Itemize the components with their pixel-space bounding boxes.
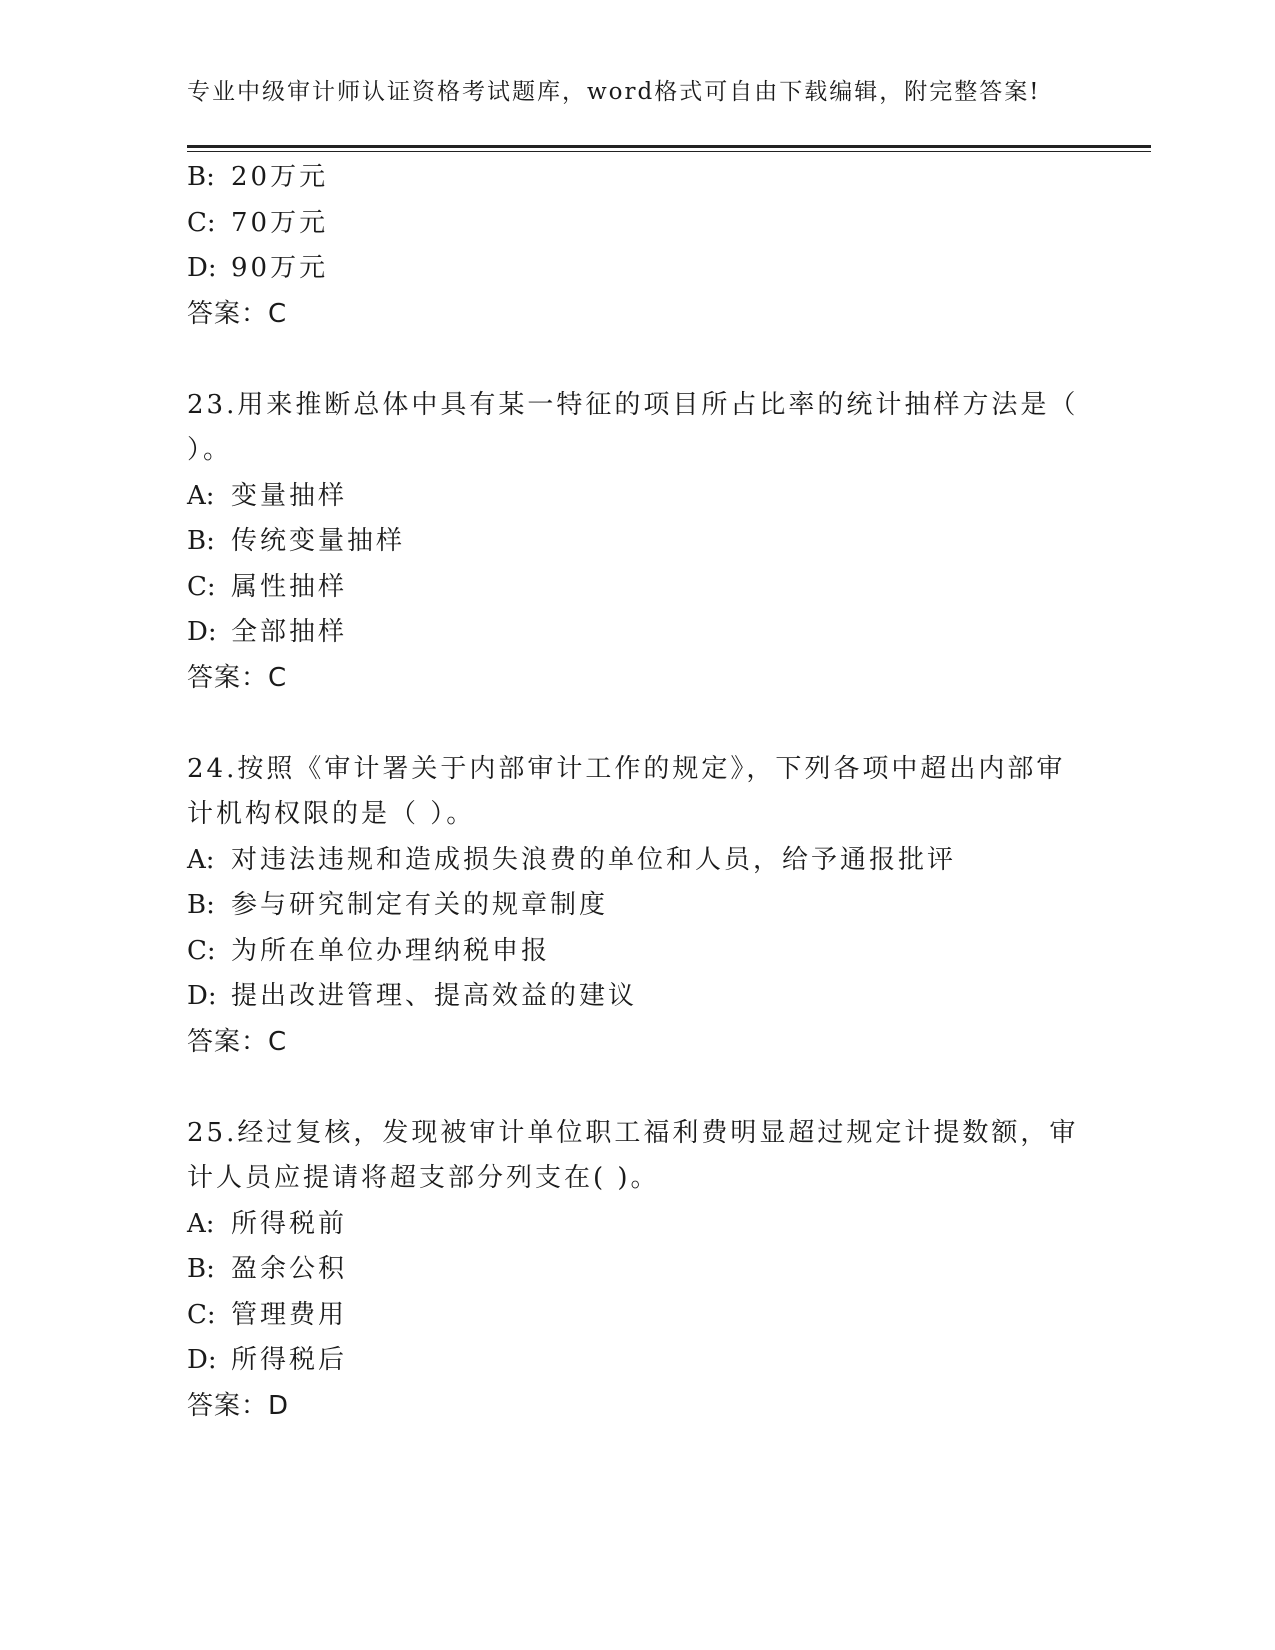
option-item: [187, 1338, 1147, 1384]
header-divider-thin: [187, 151, 1151, 152]
header-divider-thick: [187, 145, 1151, 148]
option-label: B:: [187, 1254, 215, 1284]
option-text: 提出改进管理、提高效益的建议: [231, 981, 638, 1011]
question-carryover: [187, 155, 1147, 337]
option-text: 传统变量抽样: [231, 526, 406, 556]
option-label: D:: [187, 981, 217, 1011]
option-label: D:: [187, 617, 217, 647]
option-item: [187, 838, 1147, 884]
option-item: [187, 474, 1147, 520]
option-label: D:: [187, 253, 217, 283]
page-header-title: 专业中级审计师认证资格考试题库，word格式可自由下载编辑，附完整答案!: [187, 79, 1041, 105]
option-item: [187, 565, 1147, 611]
answer-line: 答案：C: [187, 662, 288, 693]
question-stem-line: 24.按照《审计署关于内部审计工作的规定》，下列各项中超出内部审: [187, 753, 1066, 784]
option-text: 70万元: [231, 207, 329, 238]
option-label: B:: [187, 890, 215, 920]
option-text: 管理费用: [231, 1299, 348, 1330]
option-label: A:: [187, 480, 215, 511]
option-label: B:: [187, 162, 215, 192]
option-item: [187, 974, 1147, 1020]
option-label: A:: [187, 844, 215, 875]
question-block: [187, 1111, 1147, 1430]
option-text: 为所在单位办理纳税申报: [231, 935, 551, 966]
option-text: 变量抽样: [231, 480, 348, 511]
option-label: C:: [187, 207, 216, 238]
option-item: [187, 155, 1147, 201]
option-text: 所得税前: [231, 1208, 348, 1239]
option-item: [187, 201, 1147, 247]
answer-line: 答案：D: [187, 1390, 290, 1421]
question-stem-line: 25.经过复核，发现被审计单位职工福利费明显超过规定计提数额，审: [187, 1117, 1079, 1148]
option-label: A:: [187, 1208, 215, 1239]
question-stem-line: ）。: [187, 435, 233, 465]
option-item: [187, 1202, 1147, 1248]
option-text: 盈余公积: [231, 1254, 348, 1284]
question-stem-line: 23.用来推断总体中具有某一特征的项目所占比率的统计抽样方法是（: [187, 389, 1079, 420]
option-item: [187, 883, 1147, 929]
question-block: [187, 747, 1147, 1066]
option-text: 所得税后: [231, 1345, 348, 1375]
option-text: 全部抽样: [231, 617, 348, 647]
option-label: C:: [187, 935, 216, 966]
option-text: 属性抽样: [231, 571, 348, 602]
option-text: 参与研究制定有关的规章制度: [231, 890, 609, 920]
question-content: [187, 155, 1147, 1429]
option-text: 对违法违规和造成损失浪费的单位和人员，给予通报批评: [231, 844, 957, 875]
option-label: B:: [187, 526, 215, 556]
option-item: [187, 1247, 1147, 1293]
question-block: [187, 383, 1147, 702]
option-text: 90万元: [231, 253, 329, 283]
option-label: C:: [187, 1299, 216, 1330]
option-label: C:: [187, 571, 216, 602]
option-item: [187, 610, 1147, 656]
question-stem-line: 计机构权限的是（ ）。: [187, 799, 476, 829]
option-text: 20万元: [231, 162, 329, 192]
answer-line: 答案：C: [187, 1026, 288, 1057]
option-item: [187, 519, 1147, 565]
answer-line: 答案：C: [187, 298, 288, 329]
option-item: [187, 1293, 1147, 1339]
option-item: [187, 929, 1147, 975]
question-stem-line: 计人员应提请将超支部分列支在( )。: [187, 1163, 660, 1193]
option-label: D:: [187, 1345, 217, 1375]
option-item: [187, 246, 1147, 292]
